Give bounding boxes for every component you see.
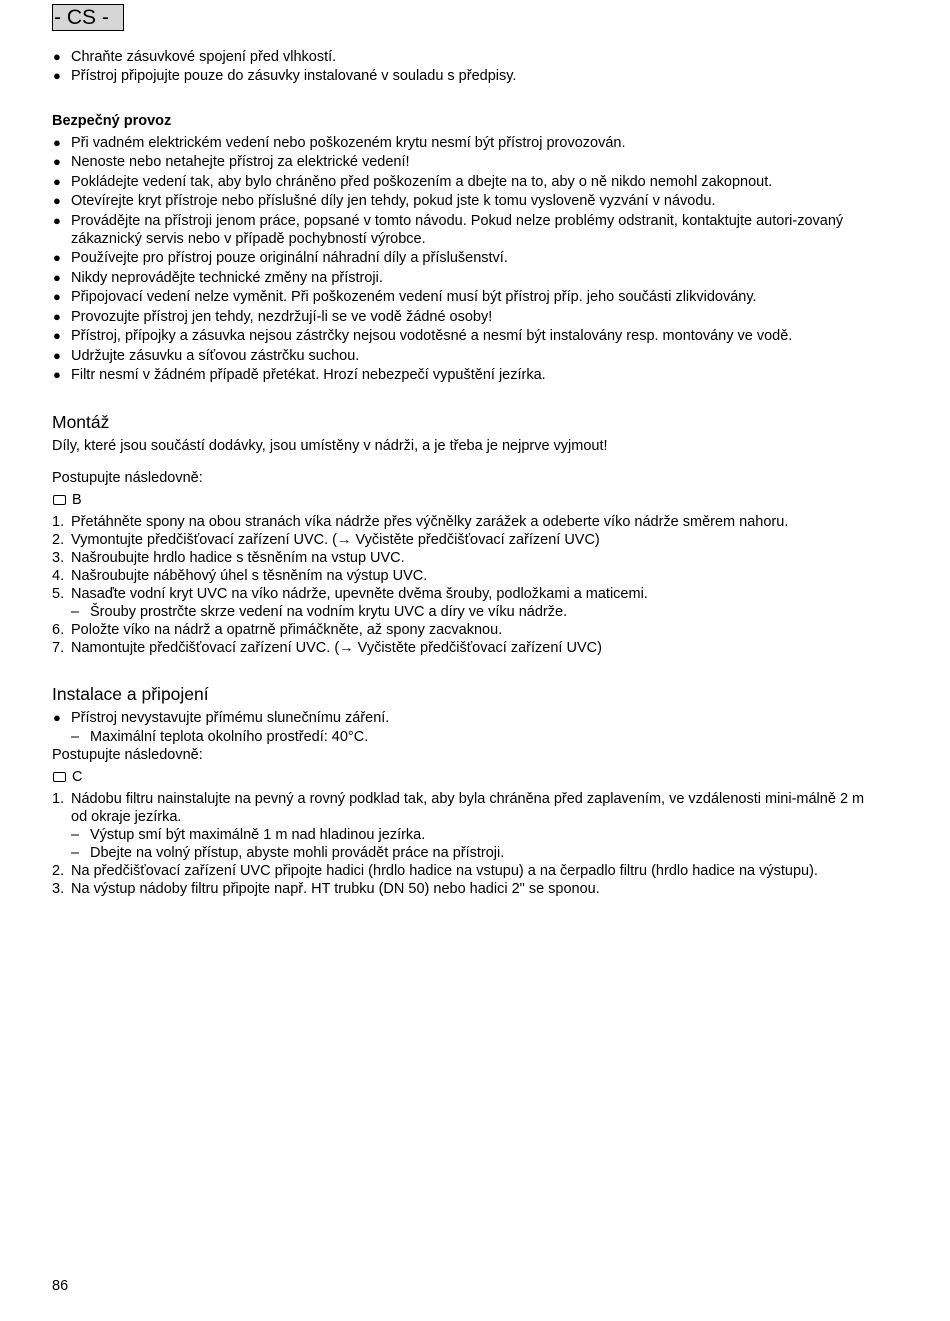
list-item: ● Pokládejte vedení tak, aby bylo chráněno před poškozením a dbejte na to, aby o ně nikdo nemohl zakopnout.	[53, 173, 773, 190]
figure-icon	[53, 495, 66, 505]
bullet-icon: ●	[53, 154, 61, 169]
list-item: ● Nikdy neprovádějte technické změny na přístroji.	[53, 269, 383, 286]
bullet-icon: ●	[53, 212, 61, 228]
sub-list-item: – Šrouby prostrčte skrze vedení na vodním krytu UVC a díry ve víku nádrže.	[71, 603, 568, 620]
sub-list-item: – Dbejte na volný přístup, abyste mohli provádět práce na přístroji.	[71, 845, 505, 861]
list-item: 3. Našroubujte hrdlo hadice s těsněním na vstup UVC.	[52, 549, 405, 566]
section-heading-installation: Instalace a připojení	[52, 683, 209, 704]
bullet-icon: ●	[53, 173, 61, 189]
bullet-icon: ●	[53, 68, 61, 83]
list-item: ● Připojovací vedení nelze vyměnit. Při poškozeném vedení musí být přístroj příp. jeho součásti zlikvidovány.	[53, 289, 757, 305]
bullet-icon: ●	[53, 134, 61, 150]
bullet-icon: ●	[53, 269, 61, 285]
assembly-procedure-label: Postupujte následovně:	[52, 469, 203, 486]
list-item: ● Přístroj nevystavujte přímému slunečnímu záření.	[53, 709, 390, 726]
list-item: 7. Namontujte předčišťovací zařízení UVC. (→ Vyčistěte předčišťovací zařízení UVC)	[52, 639, 602, 656]
dash-icon: –	[71, 845, 80, 861]
list-item: 5. Nasaďte vodní kryt UVC na víko nádrže, upevněte dvěma šrouby, podložkami a maticemi.	[52, 585, 648, 602]
bullet-icon: ●	[53, 328, 61, 343]
list-item: 4. Našroubujte náběhový úhel s těsněním na výstup UVC.	[52, 567, 428, 584]
list-item: 2. Na předčišťovací zařízení UVC připojte hadici (hrdlo hadice na vstupu) a na čerpadlo filtru (hrdlo hadice na výstupu).	[52, 863, 818, 879]
list-item: ● Při vadném elektrickém vedení nebo poškozeném krytu nesmí být přístroj provozován.	[53, 134, 626, 151]
bullet-icon: ●	[53, 709, 61, 725]
page-number: 86	[52, 1278, 69, 1294]
list-item: 3. Na výstup nádoby filtru připojte např. HT trubku (DN 50) nebo hadici 2" se sponou.	[52, 881, 600, 897]
list-item: 6. Položte víko na nádrž a opatrně přimáčkněte, až spony zacvaknou.	[52, 621, 503, 638]
bullet-icon: ●	[53, 48, 61, 64]
list-item: ● Přístroj připojujte pouze do zásuvky instalované v souladu s předpisy.	[53, 68, 517, 84]
list-item: ● Otevírejte kryt přístroje nebo příslušné díly jen tehdy, pokud jste k tomu vysloveně vyzvání v návodu.	[53, 193, 716, 209]
list-item: 1. Nádobu filtru nainstalujte na pevný a rovný podklad tak, aby byla chráněna před zaplavením, ve vzdálenosti mini-málně 2 m od okraje jezírka.	[52, 791, 865, 825]
figure-reference-c: C	[52, 768, 882, 786]
assembly-steps-list	[52, 513, 882, 657]
list-item: ● Přístroj, přípojky a zásuvka nejsou zástrčky nejsou vodotěsné a nesmí být instalovány resp. montovány ve vodě.	[53, 328, 793, 344]
bullet-icon: ●	[53, 347, 61, 363]
bullet-icon: ●	[53, 193, 61, 208]
language-badge: - CS -	[52, 4, 124, 31]
dash-icon: –	[71, 827, 80, 843]
assembly-intro: Díly, které jsou součástí dodávky, jsou umístěny v nádrži, a je třeba je nejprve vyjmout!	[52, 437, 608, 454]
list-item: ● Chraňte zásuvkové spojení před vlhkostí.	[53, 48, 337, 65]
bullet-icon: ●	[53, 289, 61, 304]
list-item: ● Používejte pro přístroj pouze originální náhradní díly a příslušenství.	[53, 250, 508, 266]
list-item: ● Nenoste nebo netahejte přístroj za elektrické vedení!	[53, 154, 410, 170]
sub-list-item: – Maximální teplota okolního prostředí: 40°C.	[71, 729, 369, 745]
list-item: ● Filtr nesmí v žádném případě přetékat. Hrozí nebezpečí vypuštění jezírka.	[53, 367, 546, 383]
intro-bullet-list	[52, 48, 882, 86]
sub-list-item: – Výstup smí být maximálně 1 m nad hladinou jezírka.	[71, 827, 426, 843]
figure-reference-b: B	[52, 491, 882, 509]
section-heading-assembly: Montáž	[52, 411, 110, 432]
dash-icon: –	[71, 603, 80, 620]
safe-operation-list	[52, 134, 882, 385]
list-item: 2. Vymontujte předčišťovací zařízení UVC. (→ Vyčistěte předčišťovací zařízení UVC)	[52, 531, 600, 548]
bullet-icon: ●	[53, 308, 61, 324]
figure-icon	[53, 772, 66, 782]
dash-icon: –	[71, 729, 80, 745]
list-item: 1. Přetáhněte spony na obou stranách víka nádrže přes výčnělky zarážek a odeberte víko nádrže směrem nahoru.	[52, 513, 789, 530]
list-item: ● Provozujte přístroj jen tehdy, nezdržují-li se ve vodě žádné osoby!	[53, 308, 493, 325]
installation-procedure-label: Postupujte následovně:	[52, 747, 203, 763]
section-heading-safe-operation: Bezpečný provoz	[52, 112, 172, 129]
bullet-icon: ●	[53, 250, 61, 265]
bullet-icon: ●	[53, 367, 61, 382]
page-content	[52, 46, 882, 898]
list-item: ● Udržujte zásuvku a síťovou zástrčku suchou.	[53, 347, 360, 364]
installation-steps-list	[52, 790, 882, 898]
list-item: ● Provádějte na přístroji jenom práce, popsané v tomto návodu. Pokud nelze problémy odstranit, kontaktujte autori-zovaný zákaznický servis nebo v případě pochybností výrobce.	[53, 212, 844, 247]
